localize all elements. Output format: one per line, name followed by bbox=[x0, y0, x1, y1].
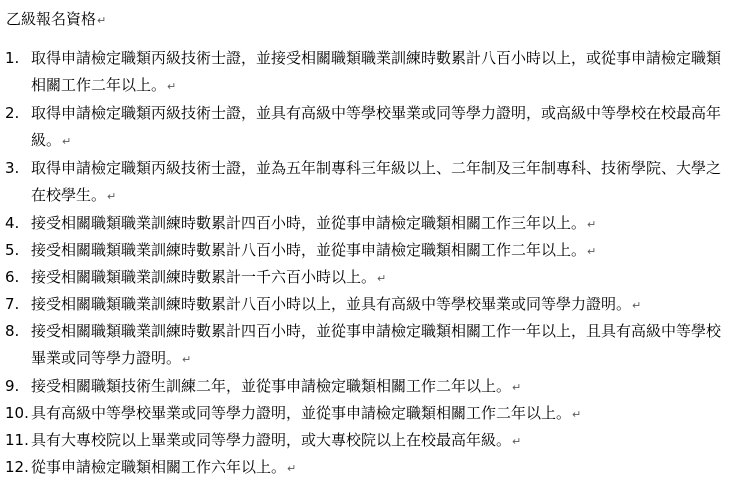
item-number: 3. bbox=[5, 159, 20, 177]
paragraph-mark-icon: ↵ bbox=[182, 352, 192, 366]
paragraph-mark-icon: ↵ bbox=[377, 272, 387, 285]
heading-text: 乙級報名資格 bbox=[6, 10, 97, 28]
item-number: 2. bbox=[5, 104, 20, 122]
item-text: 取得申請檢定職類丙級技術士證，並具有高級中等學校畢業或同等學力證明，或高級中等學校在校最高年級。 bbox=[31, 104, 722, 149]
item-text-wrap bbox=[31, 100, 729, 155]
paragraph-mark-icon: ↵ bbox=[572, 408, 582, 421]
item-text-wrap bbox=[31, 45, 729, 100]
item-text-wrap bbox=[31, 427, 729, 456]
paragraph-mark-icon: ↵ bbox=[287, 462, 297, 475]
item-text-wrap bbox=[31, 318, 729, 373]
item-text: 取得申請檢定職類丙級技術士證，並接受相關職類職業訓練時數累計八百小時以上，或從事申請檢定職類相關工作二年以上。 bbox=[31, 49, 722, 94]
paragraph-mark-icon: ↵ bbox=[587, 218, 597, 231]
item-text: 具有高級中等學校畢業或同等學力證明，並從事申請檢定職類相關工作二年以上。 bbox=[31, 404, 572, 422]
item-text-wrap bbox=[31, 291, 729, 320]
item-text-wrap bbox=[31, 373, 729, 402]
paragraph-mark-icon: ↵ bbox=[587, 245, 597, 258]
paragraph-mark-icon: ↵ bbox=[62, 134, 72, 148]
item-number: 1. bbox=[5, 49, 20, 67]
item-text-wrap bbox=[31, 264, 729, 293]
item-number: 12. bbox=[5, 458, 29, 476]
item-number: 9. bbox=[5, 377, 20, 395]
paragraph-mark-icon: ↵ bbox=[167, 79, 177, 93]
item-text: 具有大專校院以上畢業或同等學力證明，或大專校院以上在校最高年級。 bbox=[31, 431, 512, 449]
item-text-wrap bbox=[31, 454, 729, 483]
item-number: 11. bbox=[5, 431, 29, 449]
item-text-wrap bbox=[31, 155, 729, 210]
item-text: 從事申請檢定職類相關工作六年以上。 bbox=[31, 458, 287, 476]
paragraph-mark-icon: ↵ bbox=[512, 381, 522, 394]
item-number: 5. bbox=[5, 241, 20, 259]
item-text: 取得申請檢定職類丙級技術士證，並為五年制專科三年級以上、二年制及三年制專科、技術學院、大學之在校學生。 bbox=[31, 159, 722, 204]
item-text: 接受相關職類職業訓練時數累計一千六百小時以上。 bbox=[31, 268, 377, 286]
item-text-wrap bbox=[31, 400, 729, 429]
item-number: 7. bbox=[5, 295, 20, 313]
item-text: 接受相關職類職業訓練時數累計四百小時，並從事申請檢定職類相關工作一年以上，且具有高級中等學校畢業或同等學力證明。 bbox=[31, 322, 722, 367]
item-number: 8. bbox=[5, 322, 20, 340]
paragraph-mark-icon: ↵ bbox=[632, 299, 642, 312]
item-number: 4. bbox=[5, 214, 20, 232]
item-number: 10. bbox=[5, 404, 29, 422]
item-text-wrap bbox=[31, 237, 729, 266]
item-text: 接受相關職類職業訓練時數累計八百小時，並從事申請檢定職類相關工作二年以上。 bbox=[31, 241, 587, 259]
item-number: 6. bbox=[5, 268, 20, 286]
item-text: 接受相關職類職業訓練時數累計八百小時以上，並具有高級中等學校畢業或同等學力證明。 bbox=[31, 295, 632, 313]
paragraph-mark-icon: ↵ bbox=[107, 189, 117, 203]
paragraph-mark-icon: ↵ bbox=[97, 14, 107, 27]
item-text-wrap bbox=[31, 210, 729, 239]
item-text: 接受相關職類職業訓練時數累計四百小時，並從事申請檢定職類相關工作三年以上。 bbox=[31, 214, 587, 232]
document-heading bbox=[6, 9, 106, 31]
item-text: 接受相關職類技術生訓練二年，並從事申請檢定職類相關工作二年以上。 bbox=[31, 377, 512, 395]
paragraph-mark-icon: ↵ bbox=[512, 435, 522, 448]
